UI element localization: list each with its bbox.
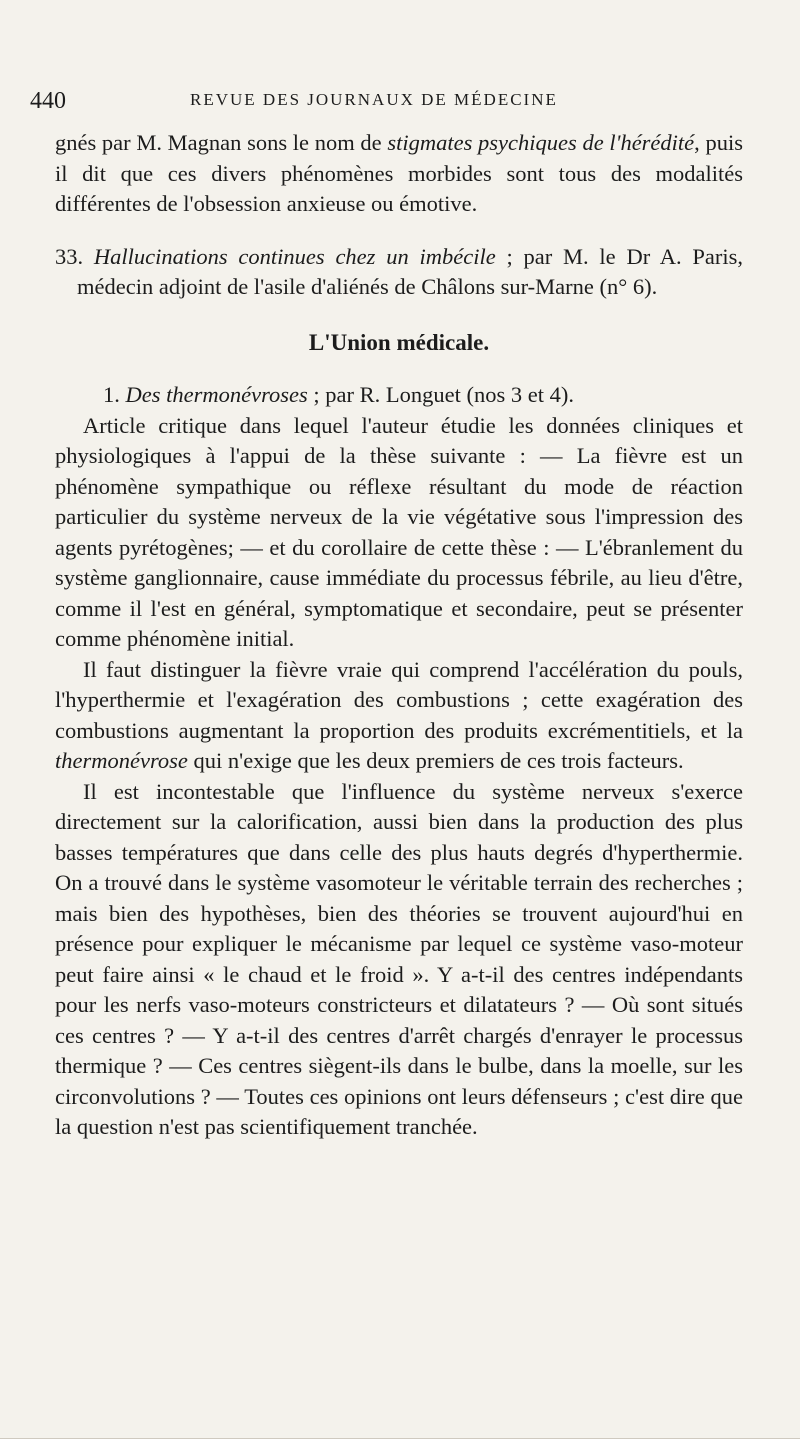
continuation-paragraph	[55, 128, 743, 220]
item-33-rest: ; par M. le Dr A. Paris, médecin adjoint de l'asile d'aliénés de Châlons sur-Marne (n° 6).	[77, 243, 744, 299]
paragraph-2-text-a: Il faut distinguer la fièvre vraie qui comprend l'accélération du pouls, l'hyperthermie et l'exagération des combustions ; cette exagération des combustions augmentant la proportion des produits excrémentitiels, et la	[55, 656, 743, 743]
item-1-title: Des thermonévroses	[125, 382, 308, 407]
paragraph-3: Il est incontestable que l'influence du système nerveux s'exerce directement sur la calorification, aussi bien dans la production des plus basses températures que dans celle des plus hauts degrés d'hyperthermie. On a trouvé dans le système vasomoteur le véritable terrain des recherches ; mais bien des hypothèses, bien des théories se trouvent aujourd'hui en présence pour expliquer le mécanisme par lequel ce système vaso-moteur peut faire ainsi « le chaud et le froid ». Y a-t-il des centres indépendants pour les nerfs vaso-moteurs constricteurs et dilatateurs ? — Où sont situés ces centres ? — Y a-t-il des centres d'arrêt chargés d'enrayer le processus thermique ? — Ces centres siègent-ils dans le bulbe, dans la moelle, sur les circonvolutions ? — Toutes ces opinions ont leurs défenseurs ; c'est dire que la question n'est pas scientifiquement tranchée.	[55, 778, 743, 1139]
paragraph-1: Article critique dans lequel l'auteur étudie les données cliniques et physiologiques à l'appui de la thèse suivante : — La fièvre est un phénomène sympathique ou réflexe résultant du mode de réaction particulier du système nerveux de la vie végétative sous l'impression des agents pyrétogènes; — et du corollaire de cette thèse : — L'ébranlement du système ganglionnaire, cause immédiate du processus fébrile, au lieu d'être, comme il l'est en général, symptomatique et secondaire, peut se présenter comme phénomène initial.	[55, 412, 743, 651]
continuation-text-b: , puis il dit que ces divers phénomènes morbides sont tous des modalités différentes de l'obsession anxieuse ou émotive.	[55, 130, 743, 216]
section-title: L'Union médicale.	[308, 329, 490, 355]
paragraph-2-text-b: qui n'exige que les deux premiers de ces trois facteurs.	[187, 748, 684, 773]
item-1-number: 1.	[103, 382, 126, 407]
continuation-italic: stigmates psychiques de l'hérédité	[387, 130, 695, 155]
page-body	[55, 128, 743, 1143]
page-header	[30, 88, 750, 118]
item-33-title: Hallucinations continues chez un imbécile	[93, 243, 496, 269]
page-number: 440	[30, 88, 66, 114]
item-1-rest: ; par R. Longuet (nos 3 et 4).	[307, 382, 574, 407]
item-1-entry	[55, 380, 743, 411]
item-33-entry	[55, 242, 743, 303]
item-33-number: 33.	[55, 243, 94, 269]
continuation-text-a: gnés par M. Magnan sons le nom de	[55, 130, 388, 155]
paragraph-2	[55, 655, 743, 777]
paragraph-2-italic: thermonévrose	[55, 748, 188, 773]
running-title: REVUE DES JOURNAUX DE MÉDECINE	[190, 90, 558, 109]
